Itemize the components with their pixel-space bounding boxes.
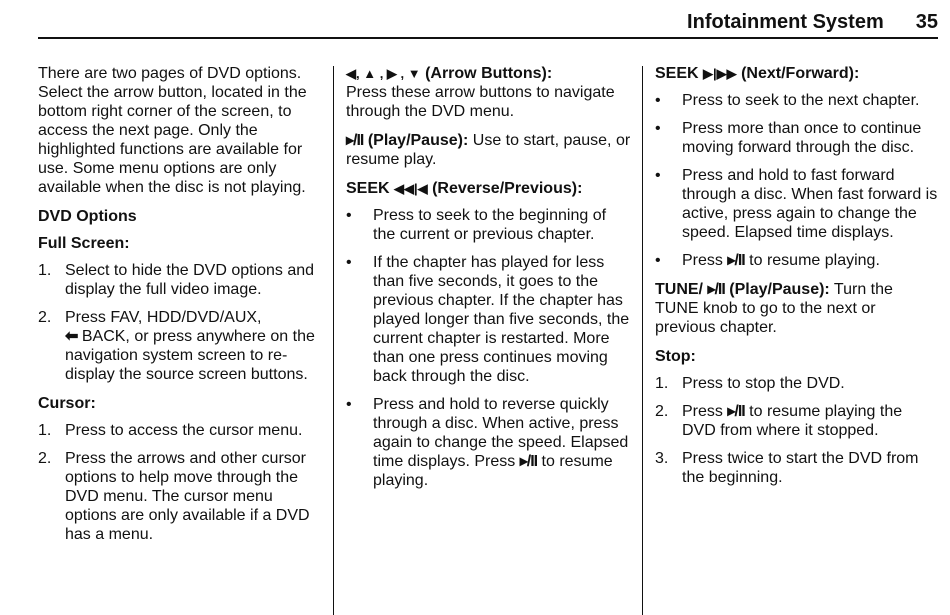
list-item xyxy=(38,449,320,544)
list-text: to resume playing the DVD from where it stopped. xyxy=(682,403,903,439)
seek-prefix: SEEK xyxy=(655,65,704,82)
arrow-buttons-paragraph xyxy=(346,64,632,121)
bullet: • xyxy=(346,254,352,271)
back-arrow-icon: ⬅ xyxy=(65,328,78,345)
list-number: 3. xyxy=(655,450,669,467)
seek-forward-list xyxy=(655,91,939,270)
list-item xyxy=(346,206,632,244)
play-pause-text: Use to start, pause, or resume play. xyxy=(346,132,631,168)
play-pause-icon: ▸/II xyxy=(519,453,538,470)
page-number: 35 xyxy=(915,10,938,33)
tune-prefix: TUNE/ xyxy=(655,281,708,298)
list-text: Press to access the cursor menu. xyxy=(65,422,303,439)
list-item xyxy=(655,251,939,270)
bullet: • xyxy=(346,207,352,224)
list-item xyxy=(655,374,939,393)
list-number: 1. xyxy=(38,422,52,439)
bullet: • xyxy=(655,92,661,109)
seek-forward-label: (Next/Forward): xyxy=(736,65,860,82)
column-divider-1 xyxy=(333,66,334,615)
list-number: 2. xyxy=(38,309,52,326)
list-text: Select to hide the DVD options and display the full video image. xyxy=(65,262,315,298)
list-text: Press to seek to the next chapter. xyxy=(682,92,920,109)
list-item xyxy=(38,261,320,299)
column-2 xyxy=(346,64,632,500)
list-text: Press xyxy=(682,403,728,420)
cursor-list xyxy=(38,421,320,544)
list-text: Press and hold to reverse quickly through a disc. When active, press again to change the speed. Elapsed time displays. Press xyxy=(373,396,629,470)
list-text: If the chapter has played for less than five seconds, it goes to the previous chapter. If the chapter has played longer than five seconds, the current chapter is restarted. More than one press continues moving back through the disc. xyxy=(373,254,630,385)
play-pause-icon: ▸/II xyxy=(727,252,745,269)
play-pause-paragraph xyxy=(346,131,632,169)
bullet: • xyxy=(655,252,661,269)
list-number: 2. xyxy=(38,450,52,467)
tune-label: (Play/Pause): xyxy=(724,281,830,298)
play-pause-icon: ▸/II xyxy=(727,403,745,420)
section-title: Infotainment System xyxy=(687,10,884,33)
column-3 xyxy=(655,64,939,497)
list-text: BACK, or press anywhere on the navigation system screen to re-display the source screen buttons. xyxy=(65,328,315,383)
list-number: 1. xyxy=(655,375,669,392)
full-screen-list xyxy=(38,261,320,384)
list-text: Press FAV, HDD/DVD/AUX, xyxy=(65,309,262,326)
stop-heading: Stop: xyxy=(655,348,696,365)
arrow-buttons-icon: ◀, ▲ , ▶ , ▼ xyxy=(346,66,421,81)
intro-paragraph: There are two pages of DVD options. Select the arrow button, located in the bottom right corner of the screen, to access the next page. Only the highlighted functions are available for use. Some menu options are only available when the disc is not playing. xyxy=(38,65,307,196)
list-item xyxy=(655,119,939,157)
seek-forward-heading xyxy=(655,64,939,83)
play-pause-label: (Play/Pause): xyxy=(363,132,469,149)
list-text: Press to seek to the beginning of the current or previous chapter. xyxy=(373,207,607,243)
header-rule xyxy=(38,37,938,39)
bullet: • xyxy=(655,120,661,137)
list-item xyxy=(655,166,939,242)
list-text: Press the arrows and other cursor options to help move through the DVD menu. The cursor menu options are only available if a DVD has a menu. xyxy=(65,450,310,543)
full-screen-heading: Full Screen: xyxy=(38,235,130,252)
list-text: Press and hold to fast forward through a disc. When fast forward is active, press again to change the speed. Elapsed time displays. xyxy=(682,167,938,241)
seek-reverse-heading xyxy=(346,179,632,198)
list-item xyxy=(655,449,939,487)
tune-text: Turn the TUNE knob to go to the next or previous chapter. xyxy=(655,281,893,336)
page-header xyxy=(38,8,938,36)
seek-reverse-label: (Reverse/Previous): xyxy=(427,180,583,197)
list-item xyxy=(346,395,632,490)
list-item xyxy=(655,402,939,440)
seek-reverse-icon: ◀◀|◀ xyxy=(394,181,428,196)
seek-prefix: SEEK xyxy=(346,180,395,197)
list-number: 1. xyxy=(38,262,52,279)
list-text: Press twice to start the DVD from the beginning. xyxy=(682,450,919,486)
list-text: to resume playing. xyxy=(744,252,880,269)
list-item xyxy=(38,421,320,440)
list-item xyxy=(655,91,939,110)
stop-list xyxy=(655,374,939,487)
list-text: Press more than once to continue moving forward through the disc. xyxy=(682,120,922,156)
bullet: • xyxy=(655,167,661,184)
list-text: Press xyxy=(682,252,728,269)
cursor-heading: Cursor: xyxy=(38,395,96,412)
column-1 xyxy=(38,64,320,554)
tune-paragraph xyxy=(655,280,939,337)
play-pause-icon: ▸/II xyxy=(707,281,725,298)
list-item xyxy=(346,253,632,386)
list-text: Press to stop the DVD. xyxy=(682,375,845,392)
list-number: 2. xyxy=(655,403,669,420)
list-item xyxy=(38,308,320,384)
arrow-buttons-text: Press these arrow buttons to navigate through the DVD menu. xyxy=(346,84,615,120)
list-text: to resume playing. xyxy=(373,453,613,489)
seek-reverse-list xyxy=(346,206,632,490)
bullet: • xyxy=(346,396,352,413)
seek-forward-icon: ▶|▶▶ xyxy=(703,66,737,81)
dvd-options-heading: DVD Options xyxy=(38,208,137,225)
column-divider-2 xyxy=(642,66,643,615)
play-pause-icon: ▸/II xyxy=(346,132,364,149)
arrow-buttons-label: (Arrow Buttons): xyxy=(420,65,553,82)
